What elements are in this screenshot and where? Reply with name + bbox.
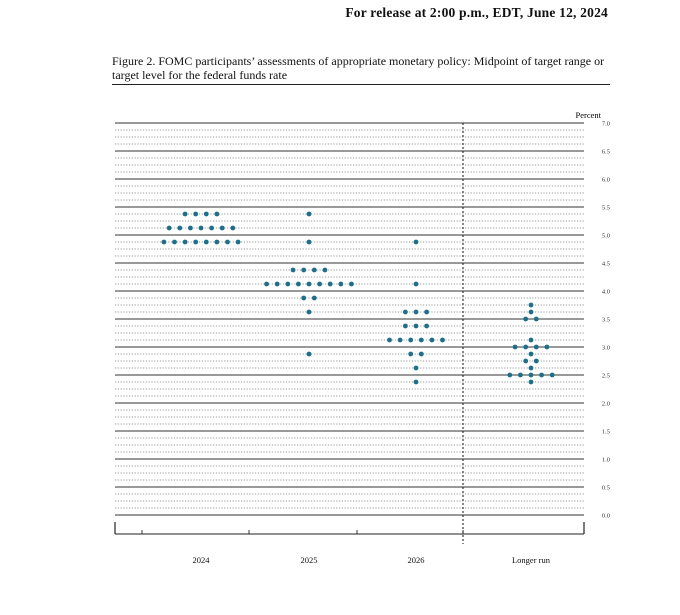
participant-dot — [307, 240, 312, 245]
y-tick-label: 0.5 — [601, 484, 610, 492]
participant-dot — [424, 324, 429, 329]
dot-series-longer-run — [507, 303, 554, 385]
participant-dot — [209, 226, 214, 231]
participant-dot — [285, 282, 290, 287]
participant-dot — [188, 226, 193, 231]
y-tick-label: 4.5 — [601, 260, 610, 268]
participant-dot — [177, 226, 182, 231]
y-tick-labels — [602, 121, 610, 520]
dot-series-2025 — [264, 212, 354, 357]
participant-dot — [183, 240, 188, 245]
participant-dot — [312, 268, 317, 273]
participant-dot — [387, 338, 392, 343]
participant-dot — [419, 352, 424, 357]
y-tick-label: 6.0 — [601, 176, 610, 184]
participant-dot — [529, 310, 534, 315]
participant-dot — [307, 212, 312, 217]
y-tick-label: 7.0 — [601, 120, 610, 128]
participant-dot — [307, 310, 312, 315]
participant-dot — [307, 352, 312, 357]
dot-series — [162, 212, 555, 385]
participant-dot — [545, 345, 550, 350]
participant-dot — [199, 226, 204, 231]
participant-dot — [204, 240, 209, 245]
participant-dot — [513, 345, 518, 350]
participant-dot — [236, 240, 241, 245]
participant-dot — [529, 303, 534, 308]
participant-dot — [264, 282, 269, 287]
participant-dot — [230, 226, 235, 231]
participant-dot — [220, 226, 225, 231]
participant-dot — [296, 282, 301, 287]
participant-dot — [440, 338, 445, 343]
participant-dot — [301, 296, 306, 301]
participant-dot — [275, 282, 280, 287]
x-category-label: 2025 — [300, 555, 318, 565]
participant-dot — [403, 310, 408, 315]
participant-dot — [408, 338, 413, 343]
participant-dot — [507, 373, 512, 378]
participant-dot — [430, 338, 435, 343]
participant-dot — [414, 380, 419, 385]
participant-dot — [193, 212, 198, 217]
y-tick-label: 3.0 — [601, 344, 610, 352]
participant-dot — [529, 380, 534, 385]
release-header: For release at 2:00 p.m., EDT, June 12, 2024 — [345, 5, 608, 20]
participant-dot — [204, 212, 209, 217]
participant-dot — [183, 212, 188, 217]
participant-dot — [414, 240, 419, 245]
participant-dot — [529, 352, 534, 357]
participant-dot — [215, 212, 220, 217]
participant-dot — [529, 338, 534, 343]
participant-dot — [403, 324, 408, 329]
participant-dot — [414, 282, 419, 287]
participant-dot — [518, 373, 523, 378]
y-tick-label: 5.5 — [601, 204, 610, 212]
participant-dot — [414, 310, 419, 315]
x-category-labels — [193, 555, 551, 565]
y-tick-label: 2.0 — [601, 400, 610, 408]
participant-dot — [414, 324, 419, 329]
participant-dot — [291, 268, 296, 273]
participant-dot — [328, 282, 333, 287]
y-axis-label: Percent — [575, 110, 601, 120]
y-tick-label: 0.0 — [601, 512, 610, 520]
participant-dot — [408, 352, 413, 357]
participant-dot — [307, 282, 312, 287]
participant-dot — [225, 240, 230, 245]
y-tick-label: 4.0 — [601, 288, 610, 296]
y-tick-label: 6.5 — [601, 148, 610, 156]
participant-dot — [419, 338, 424, 343]
y-tick-label: 2.5 — [601, 372, 610, 380]
participant-dot — [317, 282, 322, 287]
participant-dot — [398, 338, 403, 343]
participant-dot — [539, 373, 544, 378]
participant-dot — [193, 240, 198, 245]
participant-dot — [338, 282, 343, 287]
participant-dot — [349, 282, 354, 287]
x-axis — [115, 522, 584, 534]
participant-dot — [523, 359, 528, 364]
participant-dot — [312, 296, 317, 301]
figure-caption: Figure 2. FOMC participants’ assessments of appropriate monetary policy: Midpoint of target range or target level for the federal funds rate — [112, 54, 605, 82]
dot-series-2024 — [162, 212, 241, 245]
participant-dot — [414, 366, 419, 371]
y-tick-label: 1.5 — [601, 428, 610, 436]
participant-dot — [215, 240, 220, 245]
participant-dot — [534, 317, 539, 322]
participant-dot — [162, 240, 167, 245]
y-tick-label: 5.0 — [601, 232, 610, 240]
participant-dot — [529, 366, 534, 371]
y-tick-label: 3.5 — [601, 316, 610, 324]
y-tick-label: 1.0 — [601, 456, 610, 464]
x-category-label: 2024 — [192, 555, 210, 565]
participant-dot — [301, 268, 306, 273]
participant-dot — [172, 240, 177, 245]
participant-dot — [323, 268, 328, 273]
participant-dot — [529, 373, 534, 378]
participant-dot — [523, 345, 528, 350]
participant-dot — [167, 226, 172, 231]
grid-lines — [115, 123, 584, 544]
participant-dot — [424, 310, 429, 315]
x-category-label: 2026 — [407, 555, 425, 565]
participant-dot — [534, 359, 539, 364]
participant-dot — [523, 317, 528, 322]
x-category-label: Longer run — [511, 555, 551, 565]
participant-dot — [550, 373, 555, 378]
participant-dot — [534, 345, 539, 350]
